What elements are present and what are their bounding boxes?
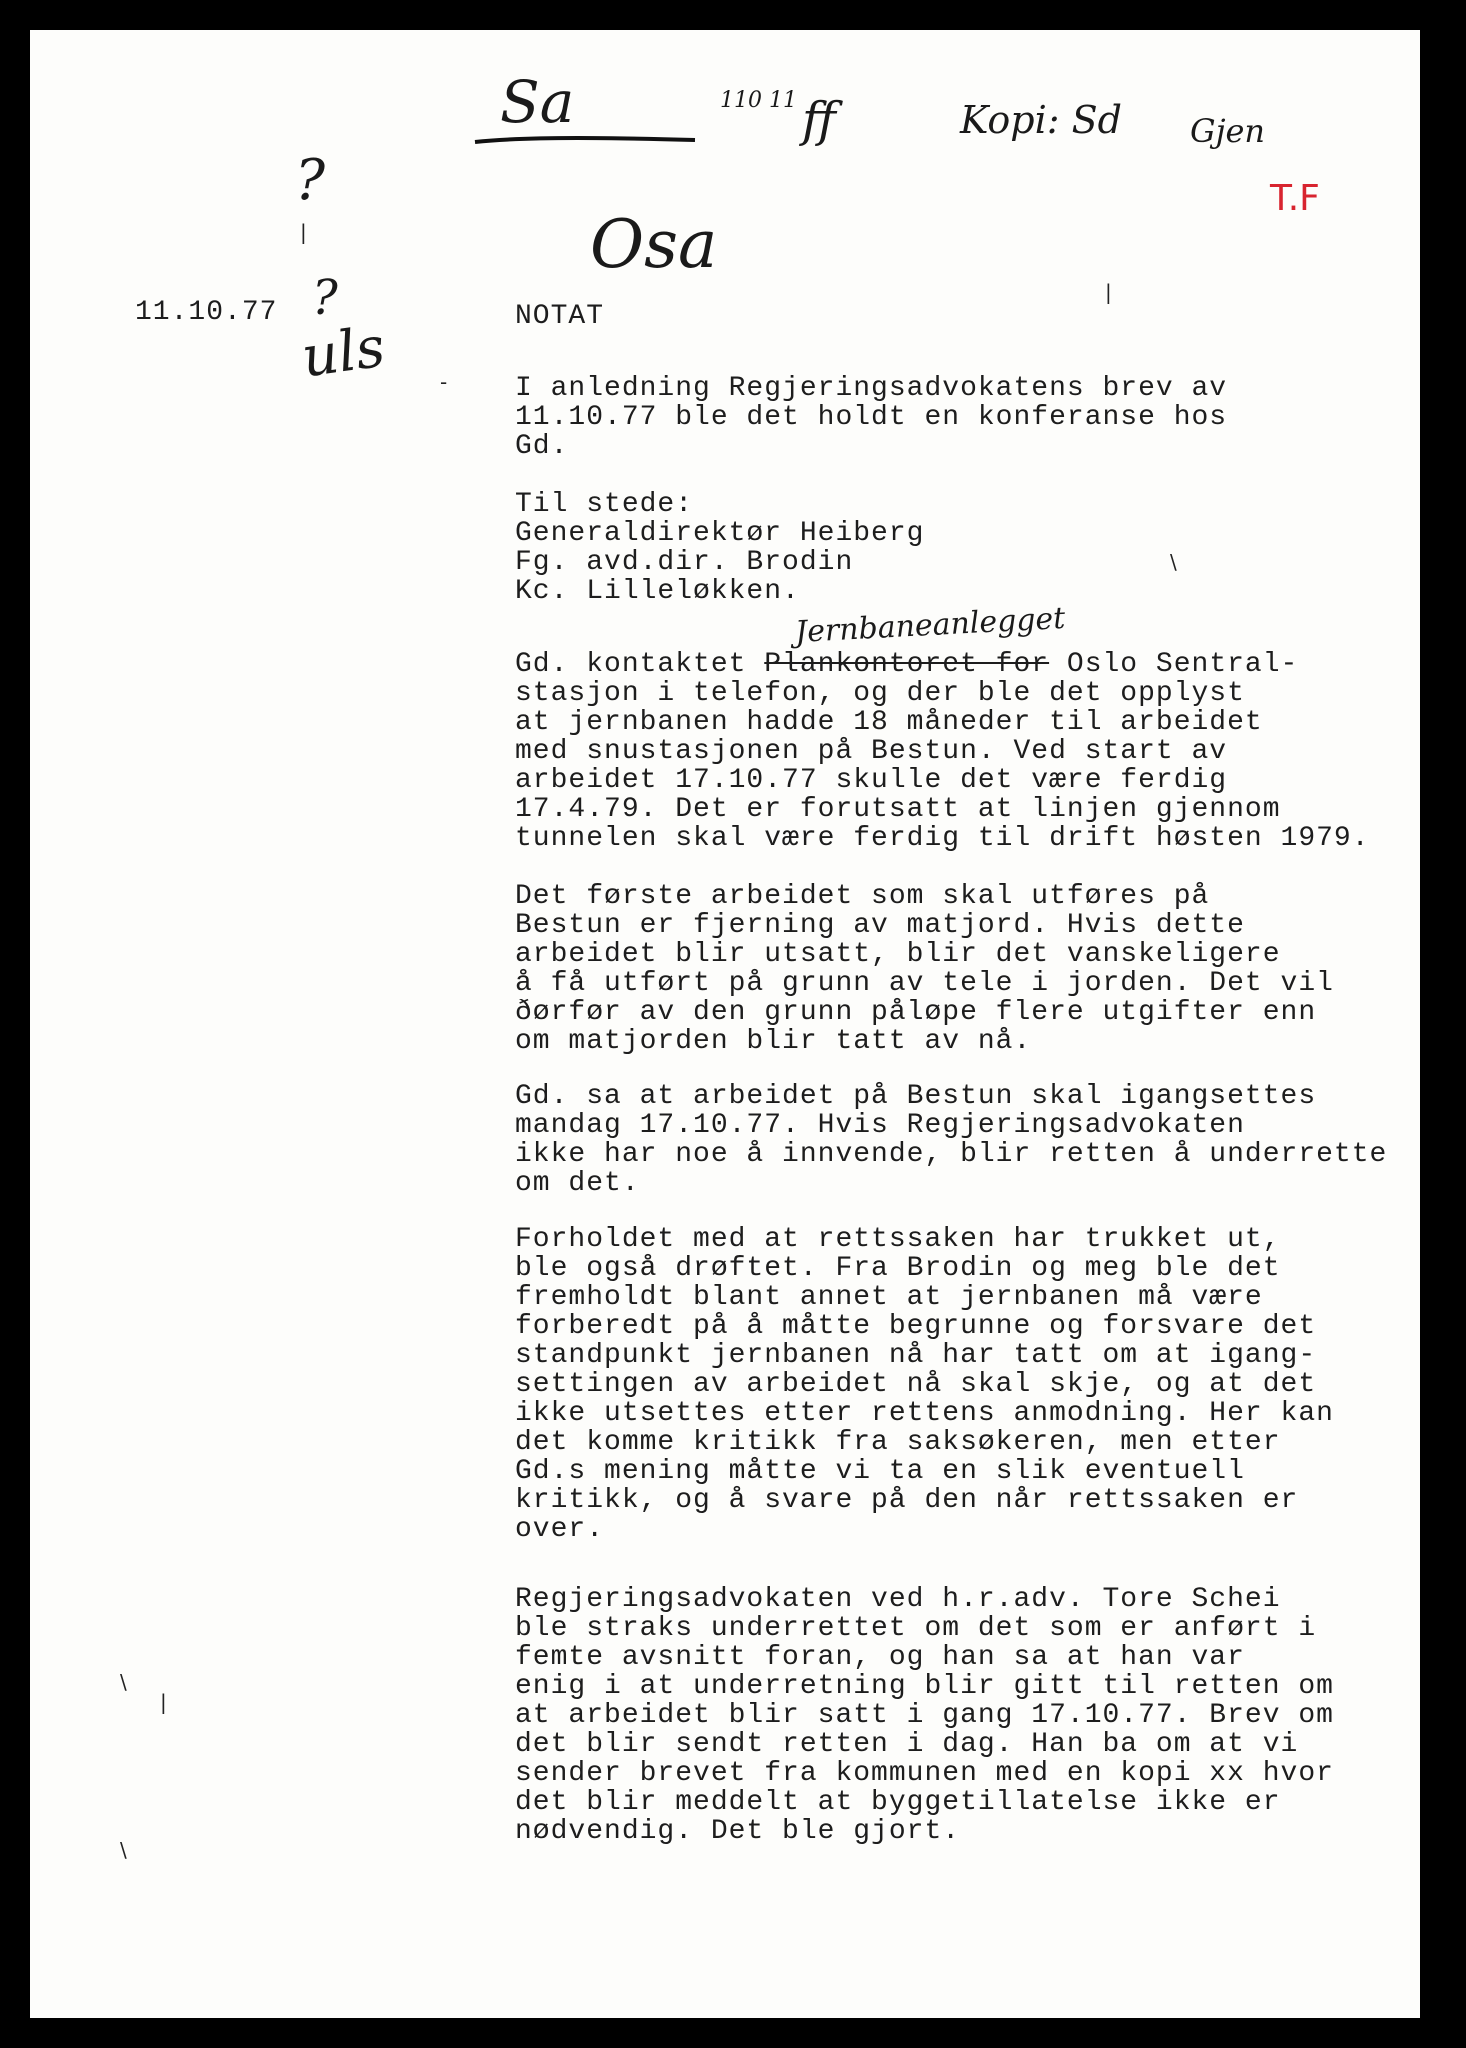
document-title: NOTAT bbox=[515, 301, 605, 332]
present-list bbox=[515, 490, 924, 606]
text-line: fremholdt blant annet at jernbanen må være bbox=[515, 1282, 1263, 1313]
text-line: stasjon i telefon, og der ble det opplyst bbox=[515, 678, 1245, 709]
text-line: 17.4.79. Det er forutsatt at linjen gjennom bbox=[515, 794, 1281, 825]
paragraph-4 bbox=[515, 1225, 1334, 1544]
paragraph-5 bbox=[515, 1585, 1334, 1846]
text-line: 11.10.77 ble det holdt en konferanse hos bbox=[515, 402, 1228, 433]
handwritten-ref: 110 11 bbox=[720, 88, 797, 113]
text-line: nødvendig. Det ble gjort. bbox=[515, 1816, 961, 1847]
text-line: Regjeringsadvokaten ved h.r.adv. Tore Schei bbox=[515, 1584, 1281, 1615]
text-line: at jernbanen hadde 18 måneder til arbeidet bbox=[515, 707, 1263, 738]
text-line: standpunkt jernbanen nå har tatt om at igang- bbox=[515, 1340, 1317, 1371]
text-line: Til stede: bbox=[515, 489, 694, 520]
text-line bbox=[515, 650, 1370, 679]
stray-mark: - bbox=[440, 370, 448, 394]
stray-mark: | bbox=[300, 220, 307, 244]
handwritten-initials: uls bbox=[297, 314, 389, 391]
intro-paragraph bbox=[515, 374, 1227, 461]
text-line: enig i at underretning blir gitt til retten om bbox=[515, 1671, 1334, 1702]
paragraph-3 bbox=[515, 1082, 1387, 1198]
paragraph-1 bbox=[515, 650, 1370, 853]
text-line: Fg. avd.dir. Brodin bbox=[515, 547, 854, 578]
handwritten-code: Sa bbox=[500, 68, 575, 136]
text-line: Gd. sa at arbeidet på Bestun skal igangsettes bbox=[515, 1081, 1317, 1112]
p1-start: Gd. kontaktet bbox=[515, 649, 765, 680]
text-line: arbeidet blir utsatt, blir det vanskeligere bbox=[515, 939, 1281, 970]
struck-text: Plankontoret for bbox=[764, 649, 1050, 680]
text-line: mandag 17.10.77. Hvis Regjeringsadvokaten bbox=[515, 1110, 1245, 1141]
text-line: det blir meddelt at byggetillatelse ikke er bbox=[515, 1787, 1281, 1818]
paragraph-2 bbox=[515, 882, 1334, 1056]
handwritten-tf: T.F bbox=[1270, 178, 1320, 219]
handwritten-side-mark-1: ? bbox=[295, 148, 326, 213]
text-line: Gd.s mening måtte vi ta en slik eventuell bbox=[515, 1456, 1245, 1487]
stray-mark: | bbox=[160, 1690, 167, 1714]
text-line: ikke har noe å innvende, blir retten å underrette bbox=[515, 1139, 1388, 1170]
document-date: 11.10.77 bbox=[135, 297, 278, 328]
text-line: femte avsnitt foran, og han sa at han var bbox=[515, 1642, 1245, 1673]
p1-rest: Oslo Sentral- bbox=[1049, 649, 1299, 680]
text-line: over. bbox=[515, 1514, 605, 1545]
text-line: ble straks underrettet om det som er anført i bbox=[515, 1613, 1317, 1644]
stray-mark: | bbox=[1105, 280, 1112, 304]
handwritten-osa: Osa bbox=[590, 206, 718, 283]
text-line: om det. bbox=[515, 1168, 640, 1199]
text-line: Generaldirektør Heiberg bbox=[515, 518, 925, 549]
text-line: å få utført på grunn av tele i jorden. Det vil bbox=[515, 968, 1334, 999]
text-line: med snustasjonen på Bestun. Ved start av bbox=[515, 736, 1228, 767]
document-page bbox=[30, 30, 1420, 2018]
handwritten-mark: ff bbox=[802, 92, 837, 148]
handwritten-gjen: Gjen bbox=[1190, 112, 1266, 150]
text-line: det komme kritikk fra saksøkeren, men etter bbox=[515, 1427, 1281, 1458]
text-line: ble også drøftet. Fra Brodin og meg ble det bbox=[515, 1253, 1281, 1284]
text-line: I anledning Regjeringsadvokatens brev av bbox=[515, 373, 1228, 404]
text-line: om matjorden blir tatt av nå. bbox=[515, 1026, 1032, 1057]
text-line: sender brevet fra kommunen med en kopi xx hvor bbox=[515, 1758, 1334, 1789]
text-line: Bestun er fjerning av matjord. Hvis dette bbox=[515, 910, 1245, 941]
handwritten-insertion: Jernbaneanlegget bbox=[794, 600, 1067, 651]
stray-mark: \ bbox=[120, 1838, 127, 1862]
text-line: ðørfør av den grunn påløpe flere utgifter enn bbox=[515, 997, 1317, 1028]
text-line: kritikk, og å svare på den når rettssaken er bbox=[515, 1485, 1299, 1516]
text-line: arbeidet 17.10.77 skulle det være ferdig bbox=[515, 765, 1228, 796]
handwritten-kopi: Kopi: Sd bbox=[960, 98, 1122, 142]
text-line: Forholdet med at rettssaken har trukket ut, bbox=[515, 1224, 1281, 1255]
text-line: Det første arbeidet som skal utføres på bbox=[515, 881, 1210, 912]
text-line: settingen av arbeidet nå skal skje, og at det bbox=[515, 1369, 1317, 1400]
text-line: at arbeidet blir satt i gang 17.10.77. Brev om bbox=[515, 1700, 1334, 1731]
stray-mark: \ bbox=[1170, 550, 1177, 574]
text-line: ikke utsettes etter rettens anmodning. Her kan bbox=[515, 1398, 1334, 1429]
underline-mark bbox=[470, 130, 700, 150]
text-line: Gd. bbox=[515, 431, 569, 462]
text-line: Kc. Lilleløkken. bbox=[515, 576, 800, 607]
text-line: tunnelen skal være ferdig til drift høsten 1979. bbox=[515, 823, 1370, 854]
text-line: det blir sendt retten i dag. Han ba om at vi bbox=[515, 1729, 1299, 1760]
stray-mark: \ bbox=[120, 1670, 127, 1694]
handwritten-side-mark-2: ? bbox=[312, 270, 338, 326]
text-line: forberedt på å måtte begrunne og forsvare det bbox=[515, 1311, 1317, 1342]
